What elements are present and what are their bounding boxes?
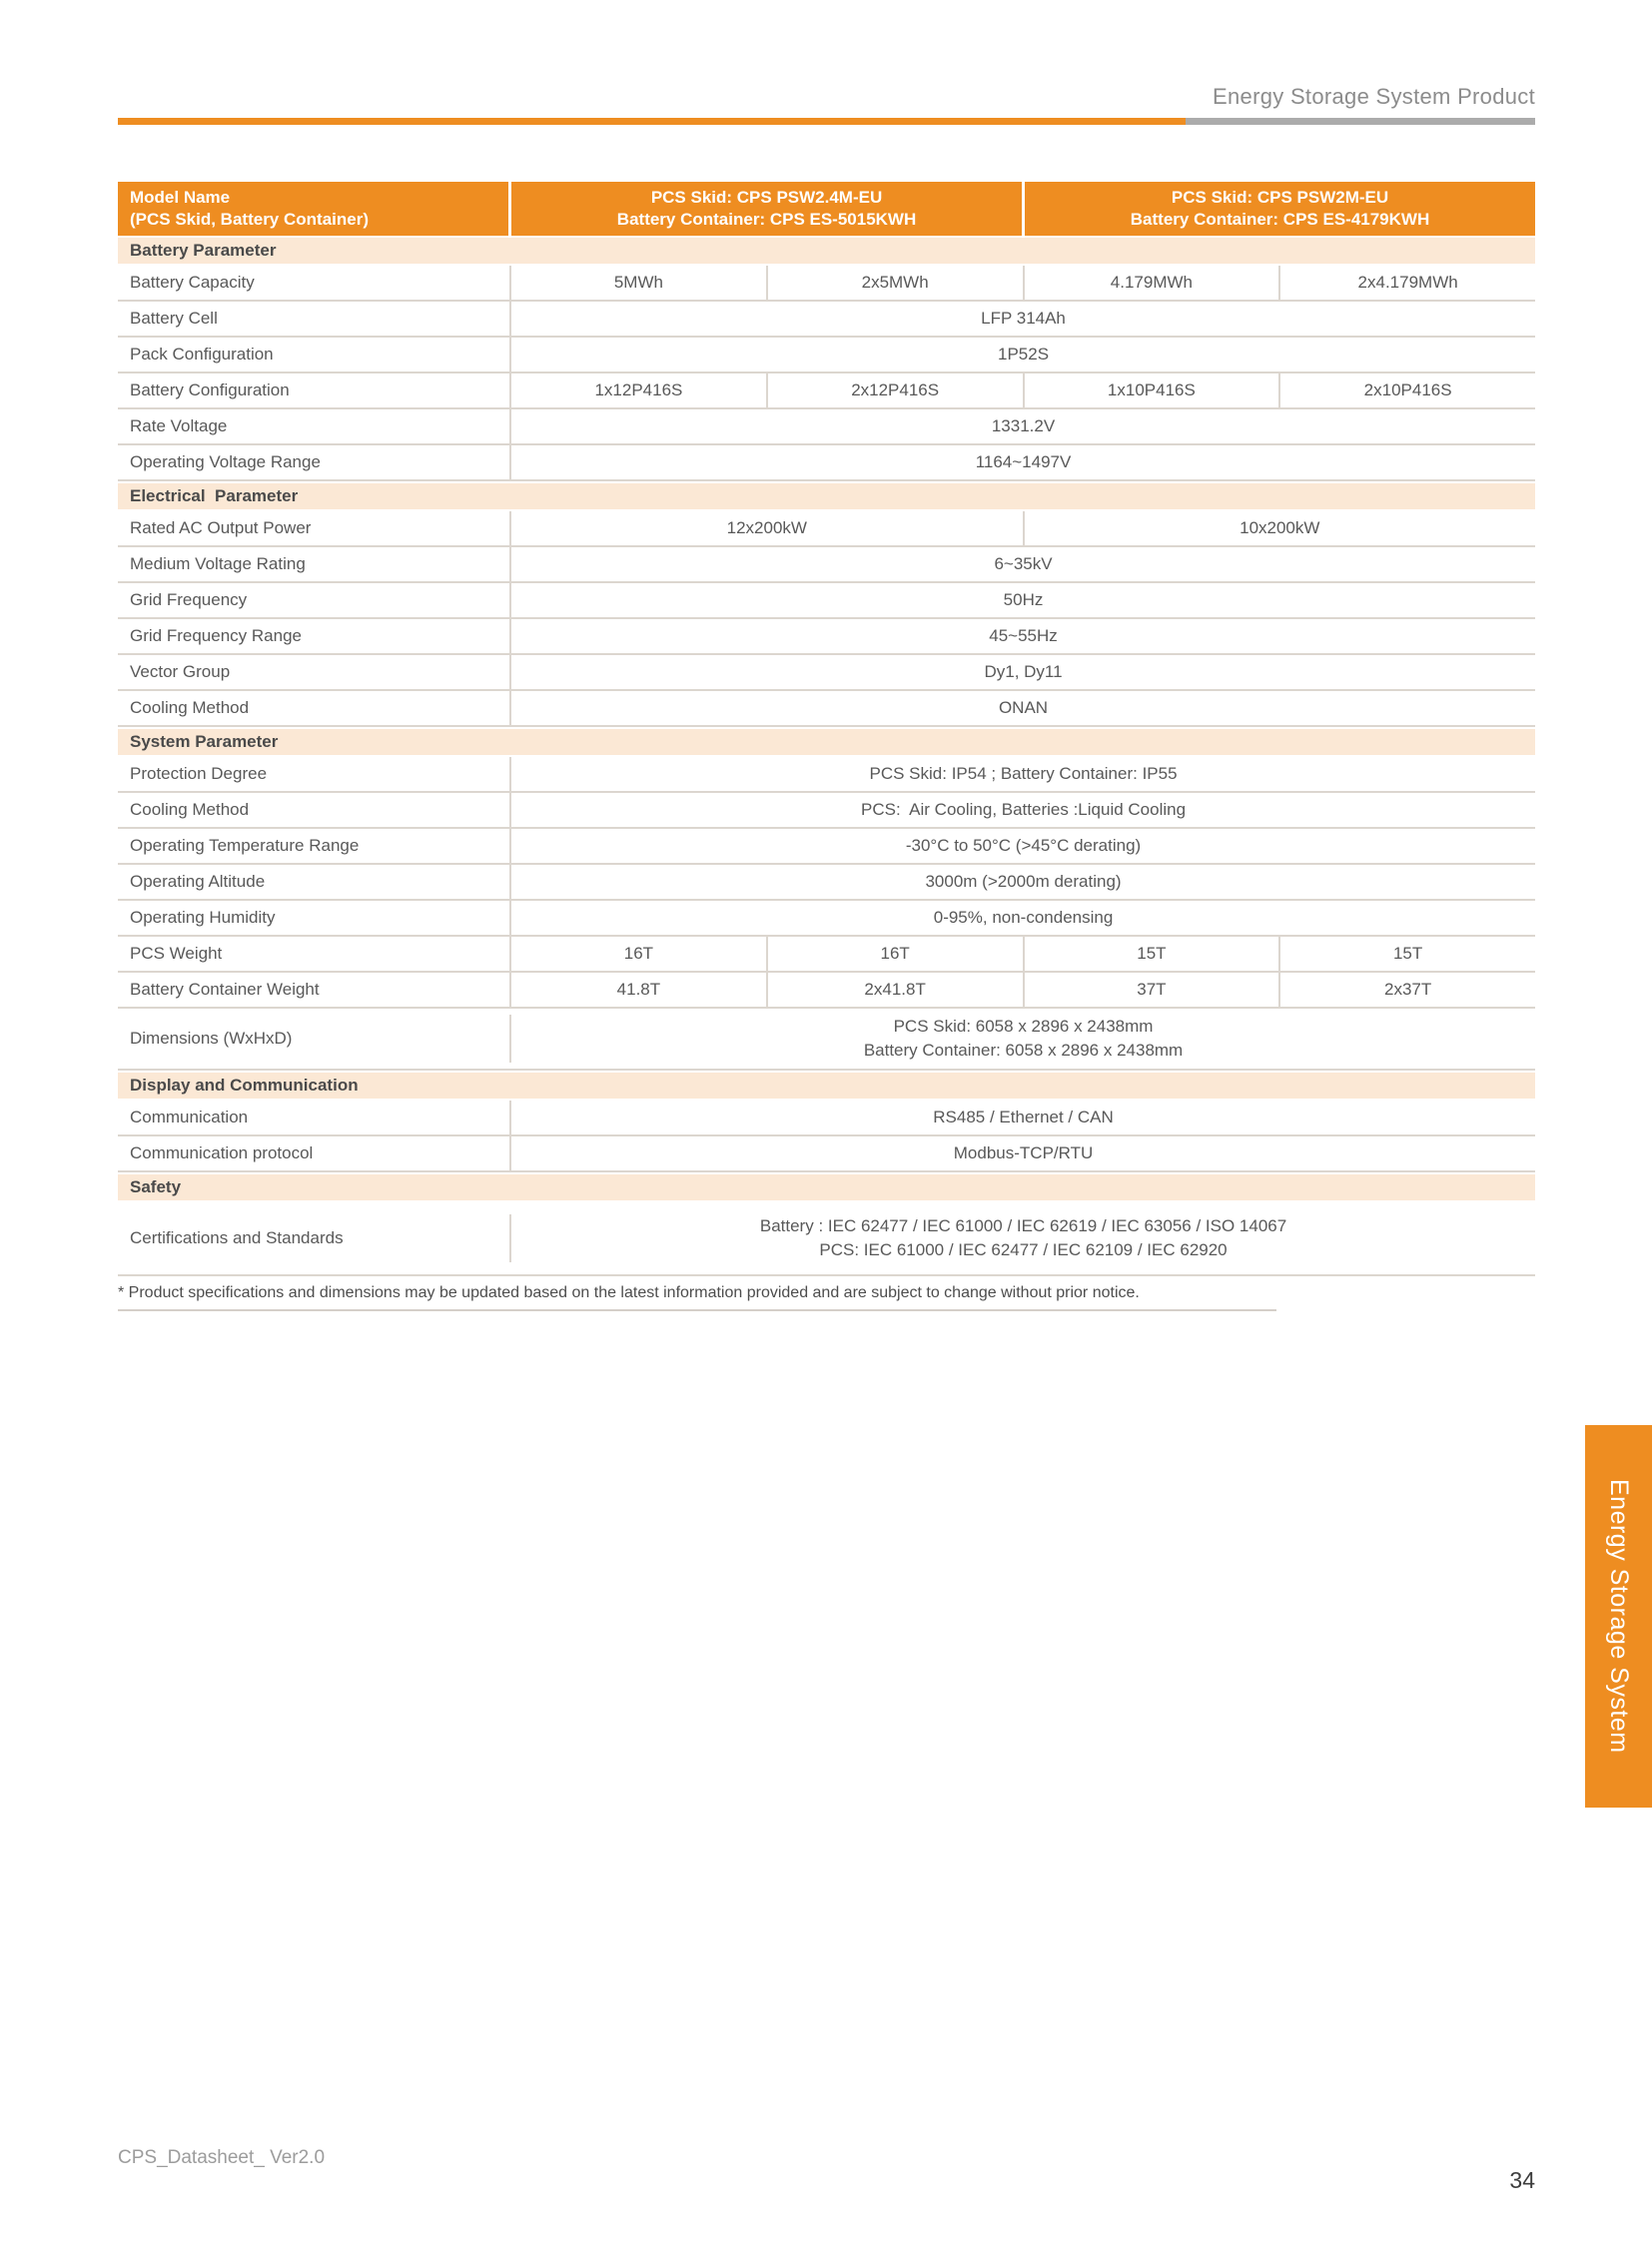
row-value: Dy1, Dy11 (984, 662, 1063, 681)
row-value: 1164~1497V (975, 452, 1072, 471)
table-row (118, 547, 1535, 583)
row-value-line: PCS: IEC 61000 / IEC 62477 / IEC 62109 / IEC 62920 (819, 1240, 1228, 1259)
row-value: 2x4.179MWh (1278, 266, 1535, 300)
row-label: Certifications and Standards (118, 1214, 511, 1262)
side-tab (1585, 1425, 1652, 1808)
table-row (118, 937, 1535, 973)
page-title: Energy Storage System Product (1213, 84, 1535, 109)
table-row (118, 757, 1535, 793)
row-value: 1P52S (998, 345, 1050, 364)
side-tab-label: Energy Storage System (1605, 1479, 1633, 1754)
section-label: System Parameter (130, 732, 279, 751)
model-name-header-cell (118, 182, 511, 236)
row-label: Battery Capacity (118, 266, 511, 300)
row-label: PCS Weight (118, 937, 511, 971)
row-label: Operating Altitude (118, 865, 511, 899)
spec-table (118, 182, 1535, 1276)
row-value: 6~35kV (994, 554, 1053, 573)
row-value: 41.8T (616, 980, 661, 999)
table-row (118, 1202, 1535, 1276)
table-row (118, 829, 1535, 865)
row-value: Modbus-TCP/RTU (953, 1143, 1094, 1162)
row-value: 1331.2V (991, 416, 1056, 435)
row-label: Dimensions (WxHxD) (118, 1015, 511, 1063)
row-label: Communication protocol (118, 1136, 511, 1170)
row-label: Cooling Method (118, 793, 511, 827)
row-value: 2x12P416S (766, 374, 1023, 407)
footer-version: CPS_Datasheet_ Ver2.0 (118, 2147, 326, 2168)
section-row (118, 481, 1535, 511)
row-value: 1x12P416S (594, 380, 683, 399)
row-value: LFP 314Ah (981, 309, 1066, 328)
row-value (511, 1015, 1535, 1063)
row-value: 50Hz (1003, 590, 1044, 609)
row-value: 15T (1023, 937, 1279, 971)
header-divider-orange-segment (118, 118, 1186, 125)
row-label: Rate Voltage (118, 409, 511, 443)
table-row (118, 302, 1535, 338)
row-value: 5MWh (613, 273, 663, 292)
table-row (118, 973, 1535, 1009)
table-row (118, 865, 1535, 901)
model-name-header-line2: (PCS Skid, Battery Container) (130, 210, 369, 229)
footnote-divider (118, 1309, 1276, 1311)
table-row (118, 1136, 1535, 1172)
row-value: 2x41.8T (766, 973, 1023, 1007)
footnote: * Product specifications and dimensions may be updated based on the latest information provided and are subject to change without prior notice. (118, 1284, 1140, 1301)
row-label: Battery Configuration (118, 374, 511, 407)
row-value: -30°C to 50°C (>45°C derating) (905, 836, 1142, 855)
row-value: 2x5MWh (766, 266, 1023, 300)
row-value: PCS: Air Cooling, Batteries :Liquid Cooling (860, 800, 1187, 819)
row-value-line: Battery : IEC 62477 / IEC 61000 / IEC 62619 / IEC 63056 / ISO 14067 (759, 1216, 1287, 1235)
section-row (118, 727, 1535, 757)
section-label: Battery Parameter (130, 241, 277, 260)
row-value: 1x10P416S (1023, 374, 1279, 407)
header-divider-bar (118, 118, 1535, 125)
column-header-psw24m (511, 182, 1025, 236)
row-value: 15T (1278, 937, 1535, 971)
section-label: Electrical Parameter (130, 486, 299, 505)
row-label: Operating Temperature Range (118, 829, 511, 863)
table-row (118, 901, 1535, 937)
spec-table-body (118, 236, 1535, 1276)
row-value: 3000m (>2000m derating) (925, 872, 1122, 891)
row-value (511, 1214, 1535, 1262)
table-row (118, 655, 1535, 691)
table-row (118, 619, 1535, 655)
table-header-row (118, 182, 1535, 236)
section-row (118, 1172, 1535, 1202)
row-value: 12x200kW (726, 518, 807, 537)
row-value-line: PCS Skid: 6058 x 2896 x 2438mm (893, 1017, 1154, 1036)
page-number: 34 (1509, 2167, 1535, 2193)
table-row (118, 409, 1535, 445)
row-value: 0-95%, non-condensing (933, 908, 1114, 927)
table-row (118, 1009, 1535, 1071)
table-row (118, 338, 1535, 374)
row-label: Operating Voltage Range (118, 445, 511, 479)
row-label: Grid Frequency (118, 583, 511, 617)
column-header-psw24m-line2: Battery Container: CPS ES-5015KWH (616, 210, 917, 229)
section-label: Display and Communication (130, 1076, 359, 1095)
table-row (118, 691, 1535, 727)
section-row (118, 236, 1535, 266)
row-label: Pack Configuration (118, 338, 511, 372)
table-row (118, 793, 1535, 829)
row-value: ONAN (998, 698, 1049, 717)
row-value: 16T (623, 944, 654, 963)
table-row (118, 266, 1535, 302)
row-label: Grid Frequency Range (118, 619, 511, 653)
row-label: Battery Cell (118, 302, 511, 336)
table-row (118, 374, 1535, 409)
row-value: 10x200kW (1023, 511, 1535, 545)
row-value: 45~55Hz (989, 626, 1058, 645)
row-label: Operating Humidity (118, 901, 511, 935)
row-value: 16T (766, 937, 1023, 971)
row-value: 37T (1023, 973, 1279, 1007)
table-row (118, 511, 1535, 547)
row-value-line: Battery Container: 6058 x 2896 x 2438mm (863, 1041, 1184, 1060)
row-value: RS485 / Ethernet / CAN (933, 1108, 1114, 1126)
row-value: PCS Skid: IP54 ; Battery Container: IP55 (869, 764, 1178, 783)
row-label: Vector Group (118, 655, 511, 689)
row-label: Battery Container Weight (118, 973, 511, 1007)
column-header-psw2m-line2: Battery Container: CPS ES-4179KWH (1130, 210, 1430, 229)
table-row (118, 1101, 1535, 1136)
table-row (118, 583, 1535, 619)
table-row (118, 445, 1535, 481)
model-name-header-line1: Model Name (130, 188, 231, 207)
row-label: Rated AC Output Power (118, 511, 511, 545)
row-label: Cooling Method (118, 691, 511, 725)
column-header-psw24m-line1: PCS Skid: CPS PSW2.4M-EU (650, 188, 883, 207)
row-label: Communication (118, 1101, 511, 1134)
column-header-psw2m (1025, 182, 1535, 236)
section-label: Safety (130, 1177, 182, 1196)
row-label: Medium Voltage Rating (118, 547, 511, 581)
row-value: 2x10P416S (1278, 374, 1535, 407)
row-label: Protection Degree (118, 757, 511, 791)
row-value: 2x37T (1278, 973, 1535, 1007)
column-header-psw2m-line1: PCS Skid: CPS PSW2M-EU (1171, 188, 1389, 207)
row-value: 4.179MWh (1023, 266, 1279, 300)
section-row (118, 1071, 1535, 1101)
